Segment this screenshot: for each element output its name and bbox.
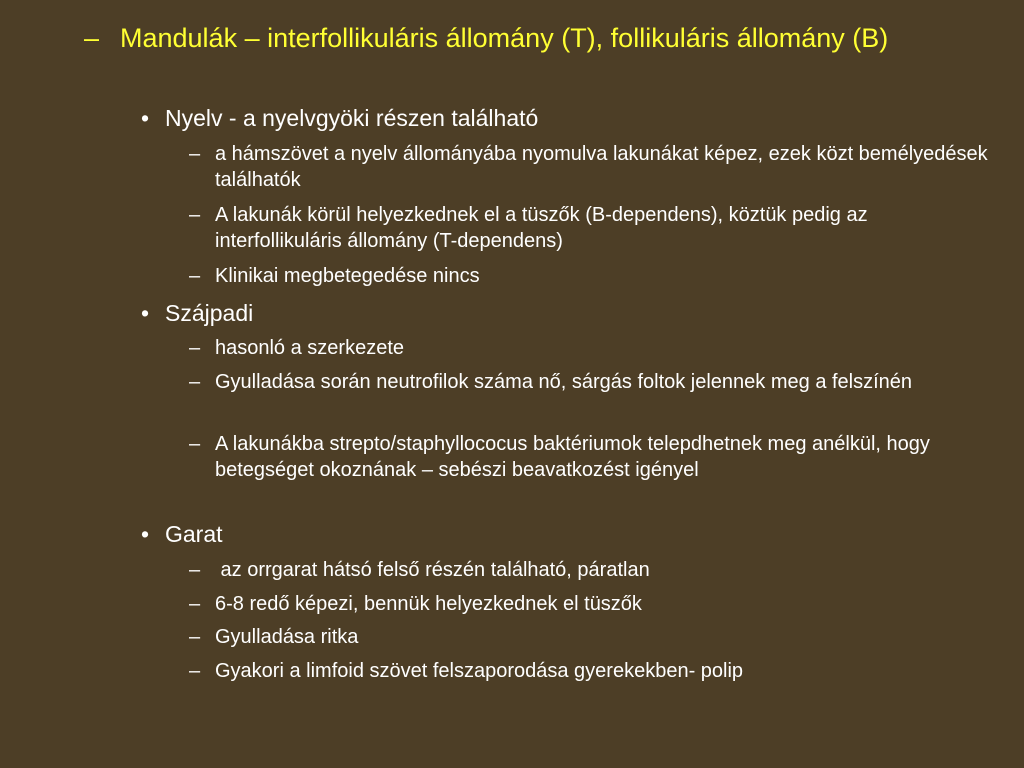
dash-marker: – xyxy=(189,371,201,393)
dash-marker: – xyxy=(189,265,201,287)
dash-marker: – xyxy=(189,337,201,359)
list-item xyxy=(189,335,989,361)
list-item xyxy=(189,658,989,684)
dash-marker: – xyxy=(189,204,201,226)
bullet-marker: • xyxy=(141,300,150,326)
dash-marker: – xyxy=(189,626,201,648)
item-text: Gyakori a limfoid szövet felszaporodása gyerekekben- polip xyxy=(215,660,744,682)
dash-marker: – xyxy=(189,143,201,165)
section-title: Szájpadi xyxy=(165,300,254,326)
list-item xyxy=(189,591,989,617)
bullet-marker: • xyxy=(141,521,150,547)
section-title: Garat xyxy=(165,521,223,547)
item-text: 6-8 redő képezi, bennük helyezkednek el tüszők xyxy=(215,593,642,615)
slide-heading xyxy=(84,22,924,54)
dash-marker: – xyxy=(189,559,201,581)
list-item xyxy=(189,369,989,395)
bullet-marker: • xyxy=(141,105,150,131)
section-szajpadi xyxy=(141,300,961,326)
heading-text: Mandulák – interfollikuláris állomány (T), follikuláris állomány (B) xyxy=(120,23,889,53)
section-garat xyxy=(141,521,961,547)
list-item xyxy=(189,557,989,583)
dash-marker: – xyxy=(84,23,100,53)
list-item xyxy=(189,141,989,193)
list-item xyxy=(189,431,989,483)
item-text: A lakunákba strepto/staphyllococus baktériumok telepdhetnek meg anélkül, hogy betegséget okoznának – sebészi beavatkozést igényel xyxy=(215,433,930,481)
section-nyelv xyxy=(141,105,961,131)
dash-marker: – xyxy=(189,433,201,455)
section-title: Nyelv - a nyelvgyöki részen található xyxy=(165,105,539,131)
dash-marker: – xyxy=(189,660,201,682)
list-item xyxy=(189,202,969,254)
item-text: az orrgarat hátsó felső részén található, páratlan xyxy=(215,559,650,581)
list-item xyxy=(189,624,989,650)
dash-marker: – xyxy=(189,593,201,615)
item-text: hasonló a szerkezete xyxy=(215,337,405,359)
item-text: Klinikai megbetegedése nincs xyxy=(215,265,480,287)
item-text: A lakunák körül helyezkednek el a tüszők (B-dependens), köztük pedig az interfollikuláris állomány (T-dependens) xyxy=(215,204,868,252)
item-text: a hámszövet a nyelv állományába nyomulva lakunákat képez, ezek közt bemélyedések találhatók xyxy=(215,143,988,191)
item-text: Gyulladása ritka xyxy=(215,626,359,648)
item-text: Gyulladása során neutrofilok száma nő, sárgás foltok jelennek meg a felszínén xyxy=(215,371,913,393)
list-item xyxy=(189,263,989,289)
